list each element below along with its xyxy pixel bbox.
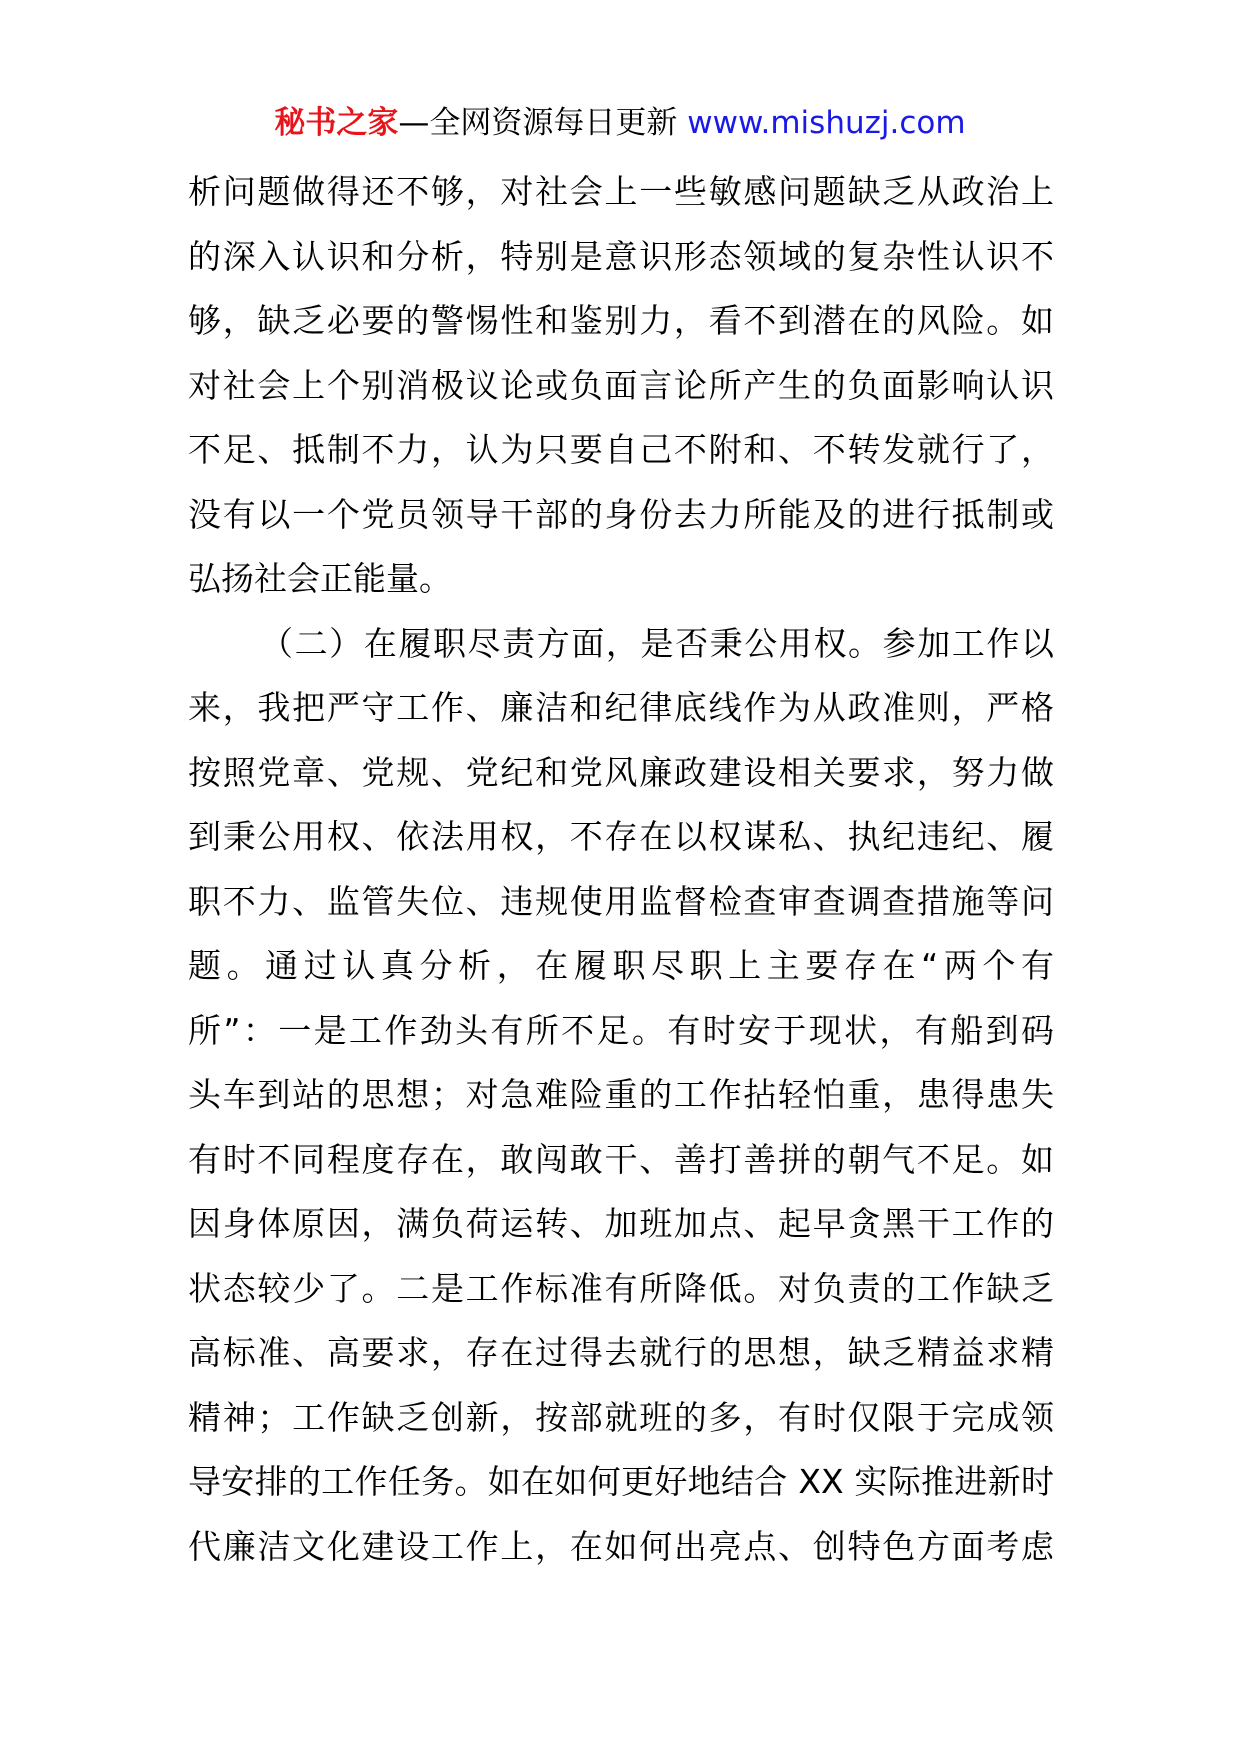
header-tagline: —全网资源每日更新 (398, 105, 688, 141)
text-line: 所”：一是工作劲头有所不足。有时安于现状，有船到码 (188, 1010, 1054, 1050)
text-line: 因身体原因，满负荷运转、加班加点、起早贪黑干工作的 (188, 1204, 1054, 1243)
text-line: 高标准、高要求，存在过得去就行的思想，缺乏精益求精 (188, 1333, 1054, 1372)
text-line: 有时不同程度存在，敢闯敢干、善打善拼的朝气不足。如 (188, 1139, 1054, 1179)
text-line: 职不力、监管失位、违规使用监督检查审查调查措施等问 (188, 881, 1054, 921)
header-brand: 秘书之家 (274, 105, 399, 141)
text-line: 的深入认识和分析，特别是意识形态领域的复杂性认识不 (188, 236, 1054, 276)
text-line: 析问题做得还不够，对社会上一些敏感问题缺乏从政治上 (188, 172, 1054, 211)
text-line: 精神；工作缺乏创新，按部就班的多，有时仅限于完成领 (188, 1397, 1054, 1437)
paragraph-first-line: （二）在履职尽责方面，是否秉公用权。参加工作以 (260, 623, 1054, 663)
text-line: 够，缺乏必要的警惕性和鉴别力，看不到潜在的风险。如 (188, 301, 1054, 340)
text-line: 题。通过认真分析，在履职尽职上主要存在“两个有 (188, 946, 1054, 985)
text-line: 不足、抵制不力，认为只要自己不附和、不转发就行了， (188, 430, 1054, 469)
text-line: 来，我把严守工作、廉洁和纪律底线作为从政准则，严格 (188, 688, 1054, 727)
paragraph-last-line: 弘扬社会正能量。 (188, 559, 452, 598)
text-line: 没有以一个党员领导干部的身份去力所能及的进行抵制或 (188, 494, 1054, 534)
text-line: 到秉公用权、依法用权，不存在以权谋私、执纪违纪、履 (188, 817, 1054, 856)
text-line: 对社会上个别消极议论或负面言论所产生的负面影响认识 (188, 365, 1054, 405)
text-line: 导安排的工作任务。如在如何更好地结合 XX 实际推进新时 (188, 1462, 1054, 1501)
text-line: 按照党章、党规、党纪和党风廉政建设相关要求，努力做 (188, 752, 1054, 792)
document-body (188, 160, 1054, 1579)
text-line: 状态较少了。二是工作标准有所降低。对负责的工作缺乏 (188, 1268, 1054, 1308)
page-header (0, 100, 1240, 146)
header-site-link[interactable]: www.mishuzj.com (687, 105, 966, 141)
text-line: 代廉洁文化建设工作上，在如何出亮点、创特色方面考虑 (188, 1526, 1054, 1566)
text-line: 头车到站的思想；对急难险重的工作拈轻怕重，患得患失 (188, 1075, 1054, 1114)
